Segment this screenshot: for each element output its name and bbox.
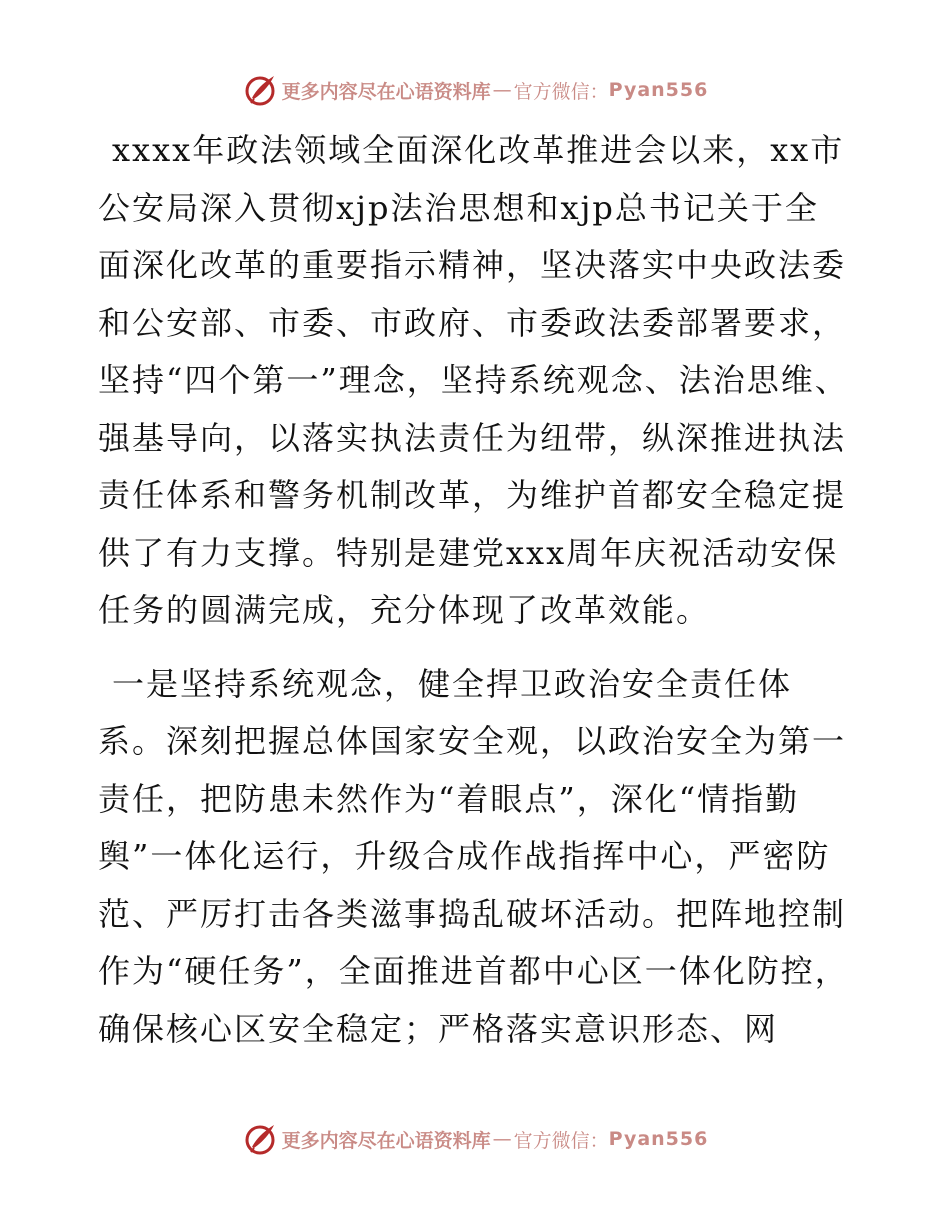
header-separator: —	[492, 79, 512, 101]
header-banner	[0, 70, 950, 110]
footer-separator: —	[492, 1128, 512, 1150]
header-wechat-id: Pyan556	[608, 79, 709, 101]
paragraph-intro-text: xxxx年政法领域全面深化改革推进会以来，xx市公安局深入贯彻xjp法治思想和xjp总书记关于全面深化改革的重要指示精神，坚决落实中央政法委和公安部、市委、市政府、市委政法委部署要求，坚持“四个第一”理念，坚持系统观念、法治思维、强基导向，以落实执法责任为纽带，纵深推进执法责任体系和警务机制改革，为维护首都安全稳定提供了有力支撑。特别是建党xxx周年庆祝活动安保任务的圆满完成，充分体现了改革效能。	[98, 131, 849, 629]
quill-logo-icon	[242, 1121, 278, 1157]
paragraph-point-one-text: 一是坚持系统观念，健全捍卫政治安全责任体系。深刻把握总体国家安全观，以政治安全为第一责任，把防患未然作为“着眼点”，深化“情指勤舆”一体化运行，升级合成作战指挥中心，严密防范、严厉打击各类滋事捣乱破坏活动。把阵地控制作为“硬任务”，全面推进首都中心区一体化防控，确保核心区安全稳定；严格落实意识形态、网	[98, 664, 849, 1048]
footer-banner	[0, 1119, 950, 1159]
header-wechat-label: 官方微信：	[513, 80, 609, 103]
document-body	[98, 122, 850, 1074]
quill-logo-icon	[242, 72, 278, 108]
footer-wechat-label: 官方微信：	[513, 1129, 609, 1152]
header-site-text: 更多内容尽在心语资料库	[281, 80, 491, 103]
paragraph-point-one	[98, 656, 850, 1059]
paragraph-intro	[98, 122, 850, 640]
footer-wechat-id: Pyan556	[608, 1128, 709, 1150]
footer-site-text: 更多内容尽在心语资料库	[281, 1129, 491, 1152]
